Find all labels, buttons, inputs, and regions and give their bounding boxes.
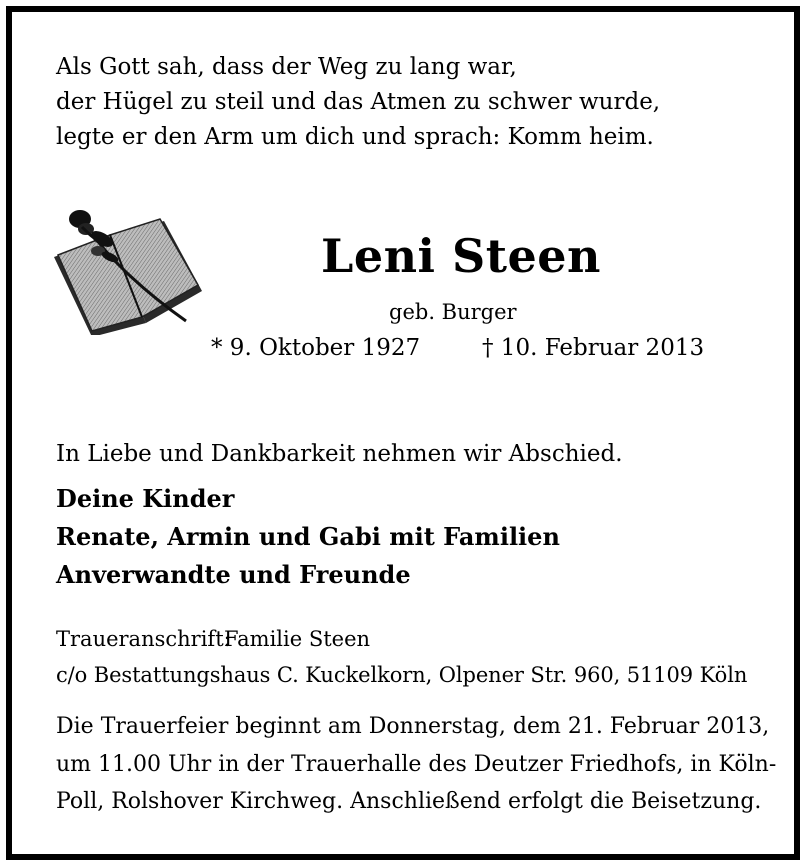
address-line: c/o Bestattungshaus C. Kuckelkorn, Olpener Str. 960, 51109 Köln: [56, 663, 748, 687]
deceased-name: Leni Steen: [321, 229, 601, 283]
open-book-with-rose-icon: [52, 205, 202, 335]
farewell-text: In Liebe und Dankbarkeit nehmen wir Abschied.: [56, 441, 623, 467]
poem-line-2: der Hügel zu steil und das Atmen zu schwer wurde,: [56, 89, 661, 115]
mourners-line-1: Deine Kinder: [56, 484, 235, 513]
poem-line-1: Als Gott sah, dass der Weg zu lang war,: [56, 54, 517, 80]
address-label: Traueranschrift:: [56, 627, 231, 651]
mourners-line-2: Renate, Armin und Gabi mit Familien: [56, 522, 560, 551]
poem-line-3: legte er den Arm um dich und sprach: Komm heim.: [56, 124, 654, 150]
ceremony-line-1: Die Trauerfeier beginnt am Donnerstag, dem 21. Februar 2013,: [56, 714, 770, 739]
ceremony-line-3: Poll, Rolshover Kirchweg. Anschließend erfolgt die Beisetzung.: [56, 789, 762, 814]
death-date: † 10. Februar 2013: [482, 335, 705, 361]
birth-date: * 9. Oktober 1927: [211, 335, 421, 361]
ceremony-line-2: um 11.00 Uhr in der Trauerhalle des Deutzer Friedhofs, in Köln-: [56, 752, 777, 777]
mourners-line-3: Anverwandte und Freunde: [56, 560, 411, 589]
birth-name: geb. Burger: [389, 300, 517, 324]
address-name: Familie Steen: [224, 627, 371, 651]
